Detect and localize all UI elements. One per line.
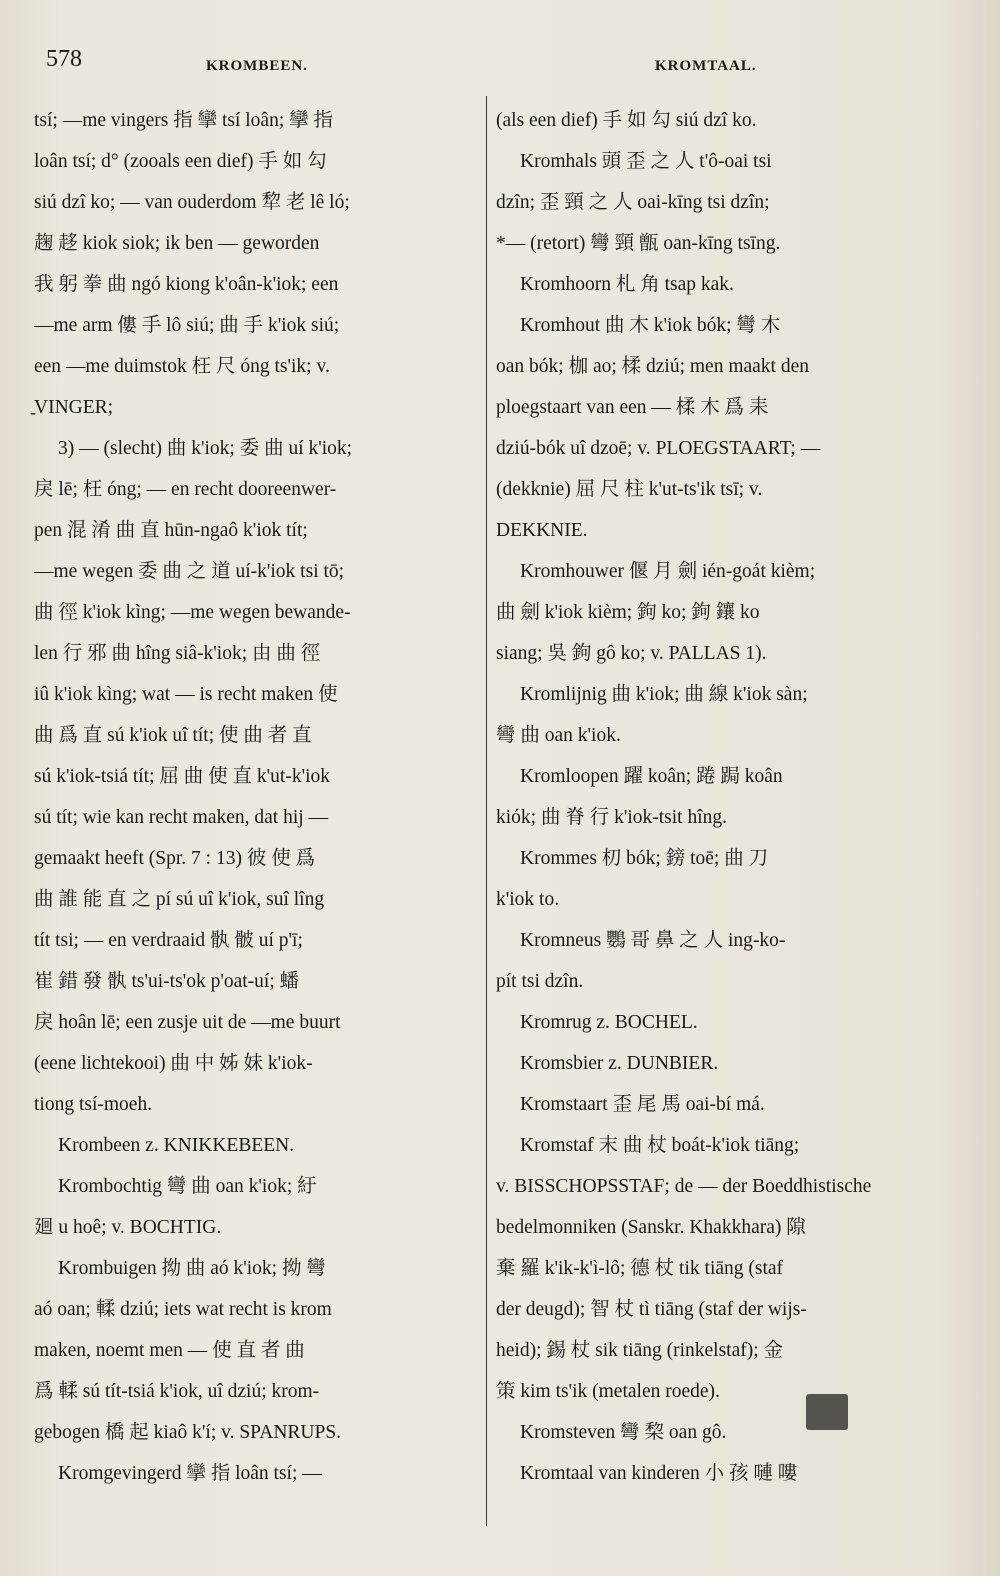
text-line: len 行 邪 曲 hîng siâ-k'iok; 由 曲 徑 [34, 643, 321, 664]
text-line: sú tít; wie kan recht maken, dat hij — [34, 807, 329, 828]
text-line: VINGER; [34, 397, 114, 418]
text-line: (eene lichtekooi) 曲 中 姊 妹 k'iok- [34, 1053, 313, 1074]
text-line: heid); 錫 杖 sik tiāng (rinkelstaf); 金 [496, 1340, 784, 1361]
text-line: DEKKNIE. [496, 520, 588, 541]
text-line: Kromrug z. BOCHEL. [520, 1012, 698, 1033]
text-line: Kromstaart 歪 尾 馬 oai-bí má. [520, 1094, 765, 1115]
text-line: siú dzî ko; — van ouderdom 犂 老 lê ló; [34, 192, 350, 213]
text-line: 曲 徑 k'iok kìng; —me wegen bewande- [34, 602, 351, 623]
text-line: (dekknie) 屈 尺 柱 k'ut-ts'ik tsī; v. [496, 479, 763, 500]
text-line: 策 kim ts'ik (metalen roede). [496, 1381, 720, 1402]
text-line: siang; 吳 鉤 gô ko; v. PALLAS 1). [496, 643, 767, 664]
text-line: 彎 曲 oan k'iok. [496, 725, 621, 746]
text-line: Kromtaal van kinderen 小 孩 嗹 嘍 [520, 1463, 798, 1484]
text-line: der deugd); 智 杖 tì tiāng (staf der wijs- [496, 1299, 807, 1320]
text-line: Kromsbier z. DUNBIER. [520, 1053, 719, 1074]
text-line: sú k'iok-tsiá tít; 屈 曲 使 直 k'ut-k'iok [34, 766, 330, 787]
text-line: Kromhoorn 札 角 tsap kak. [520, 274, 734, 295]
text-line: *— (retort) 彎 頸 甑 oan-kīng tsīng. [496, 233, 781, 254]
text-line: (als een dief) 手 如 勾 siú dzî ko. [496, 110, 757, 131]
right-running-head: KROMTAAL. [655, 58, 757, 74]
text-line: Kromgevingerd 攣 指 loân tsí; — [58, 1463, 322, 1484]
left-column [34, 100, 474, 1494]
text-line: pen 混 淆 曲 直 hūn-ngaô k'iok tít; [34, 520, 308, 541]
text-line: kiók; 曲 脊 行 k'iok-tsit hîng. [496, 807, 728, 828]
text-line: pít tsi dzîn. [496, 971, 584, 992]
column-divider [486, 96, 487, 1526]
text-line: Kromhals 頭 歪 之 人 t'ô-oai tsi [520, 151, 772, 172]
text-line: ploegstaart van een — 楺 木 爲 耒 [496, 397, 769, 418]
page-header [0, 46, 1000, 86]
text-line: iû k'iok kìng; wat — is recht maken 使 [34, 684, 338, 705]
text-line: een —me duimstok 枉 尺 óng ts'ik; v. [34, 356, 330, 377]
text-line: gebogen 橋 起 kiaô k'í; v. SPANRUPS. [34, 1422, 342, 1443]
text-line: dzîn; 歪 頸 之 人 oai-kīng tsi dzîn; [496, 192, 770, 213]
text-line: —me wegen 委 曲 之 道 uí-k'iok tsi tō; [34, 561, 345, 582]
ink-smudge [806, 1394, 848, 1430]
text-line: 崔 錯 發 骫 ts'ui-ts'ok p'oat-uí; 蟠 [34, 971, 300, 992]
text-line: Krombochtig 彎 曲 oan k'iok; 紆 [58, 1176, 317, 1197]
text-line: —me arm 僂 手 lô siú; 曲 手 k'iok siú; [34, 315, 340, 336]
margin-mark: - [30, 402, 36, 422]
text-line: Kromhouwer 偃 月 劍 ién-goát kièm; [520, 561, 816, 582]
text-line: 廻 u hoê; v. BOCHTIG. [34, 1217, 222, 1238]
text-line: 棄 羅 k'ik-k'ì-lô; 德 杖 tik tiāng (staf [496, 1258, 784, 1279]
right-column [496, 100, 936, 1494]
text-line: dziú-bók uî dzoē; v. PLOEGSTAART; — [496, 438, 821, 459]
text-line: loân tsí; d° (zooals een dief) 手 如 勾 [34, 151, 327, 172]
text-line: aó oan; 輮 dziú; iets wat recht is krom [34, 1299, 332, 1320]
text-line: tsí; —me vingers 指 攣 tsí loân; 攣 指 [34, 110, 333, 131]
text-line: oan bók; 枷 ao; 楺 dziú; men maakt den [496, 356, 810, 377]
text-line: 趜 趍 kiok siok; ik ben — geworden [34, 233, 320, 254]
text-line: bedelmonniken (Sanskr. Khakkhara) 隙 [496, 1217, 806, 1238]
text-line: 曲 爲 直 sú k'iok uî tít; 使 曲 者 直 [34, 725, 312, 746]
text-line: Krombeen z. KNIKKEBEEN. [58, 1135, 295, 1156]
left-running-head: KROMBEEN. [206, 58, 308, 74]
text-line: tít tsi; — en verdraaid 骫 骳 uí p'ī; [34, 930, 303, 951]
text-line: Krommes 朷 bók; 鎊 toē; 曲 刀 [520, 848, 769, 869]
text-line: gemaakt heeft (Spr. 7 : 13) 彼 使 爲 [34, 848, 316, 869]
text-line: tiong tsí-moeh. [34, 1094, 153, 1115]
text-line: Kromloopen 躍 koân; 踡 跼 koân [520, 766, 783, 787]
page-number: 578 [46, 46, 82, 72]
text-line: 戾 hoân lē; een zusje uit de —me buurt [34, 1012, 341, 1033]
text-line: Kromstaf 末 曲 杖 boát-k'iok tiāng; [520, 1135, 800, 1156]
text-line: 曲 誰 能 直 之 pí sú uî k'iok, suî lîng [34, 889, 325, 910]
text-line: 曲 劍 k'iok kièm; 鉤 ko; 鉤 鑲 ko [496, 602, 760, 623]
text-line: 戾 lē; 枉 óng; — en recht dooreenwer- [34, 479, 337, 500]
text-line: 我 躬 拳 曲 ngó kiong k'oân-k'iok; een [34, 274, 339, 295]
text-line: Kromhout 曲 木 k'iok bók; 彎 木 [520, 315, 781, 336]
text-line: k'iok to. [496, 889, 560, 910]
text-line: Krombuigen 拗 曲 aó k'iok; 拗 彎 [58, 1258, 326, 1279]
text-line: Kromsteven 彎 棃 oan gô. [520, 1422, 727, 1443]
text-line: Kromneus 鸚 哥 鼻 之 人 ing-ko- [520, 930, 786, 951]
text-line: maken, noemt men — 使 直 者 曲 [34, 1340, 305, 1361]
text-line: v. BISSCHOPSSTAF; de — der Boeddhistische [496, 1176, 872, 1197]
text-line: 爲 輮 sú tít-tsiá k'iok, uî dziú; krom- [34, 1381, 320, 1402]
text-line: Kromlijnig 曲 k'iok; 曲 線 k'iok sàn; [520, 684, 808, 705]
text-line: 3) — (slecht) 曲 k'iok; 委 曲 uí k'iok; [58, 438, 353, 459]
